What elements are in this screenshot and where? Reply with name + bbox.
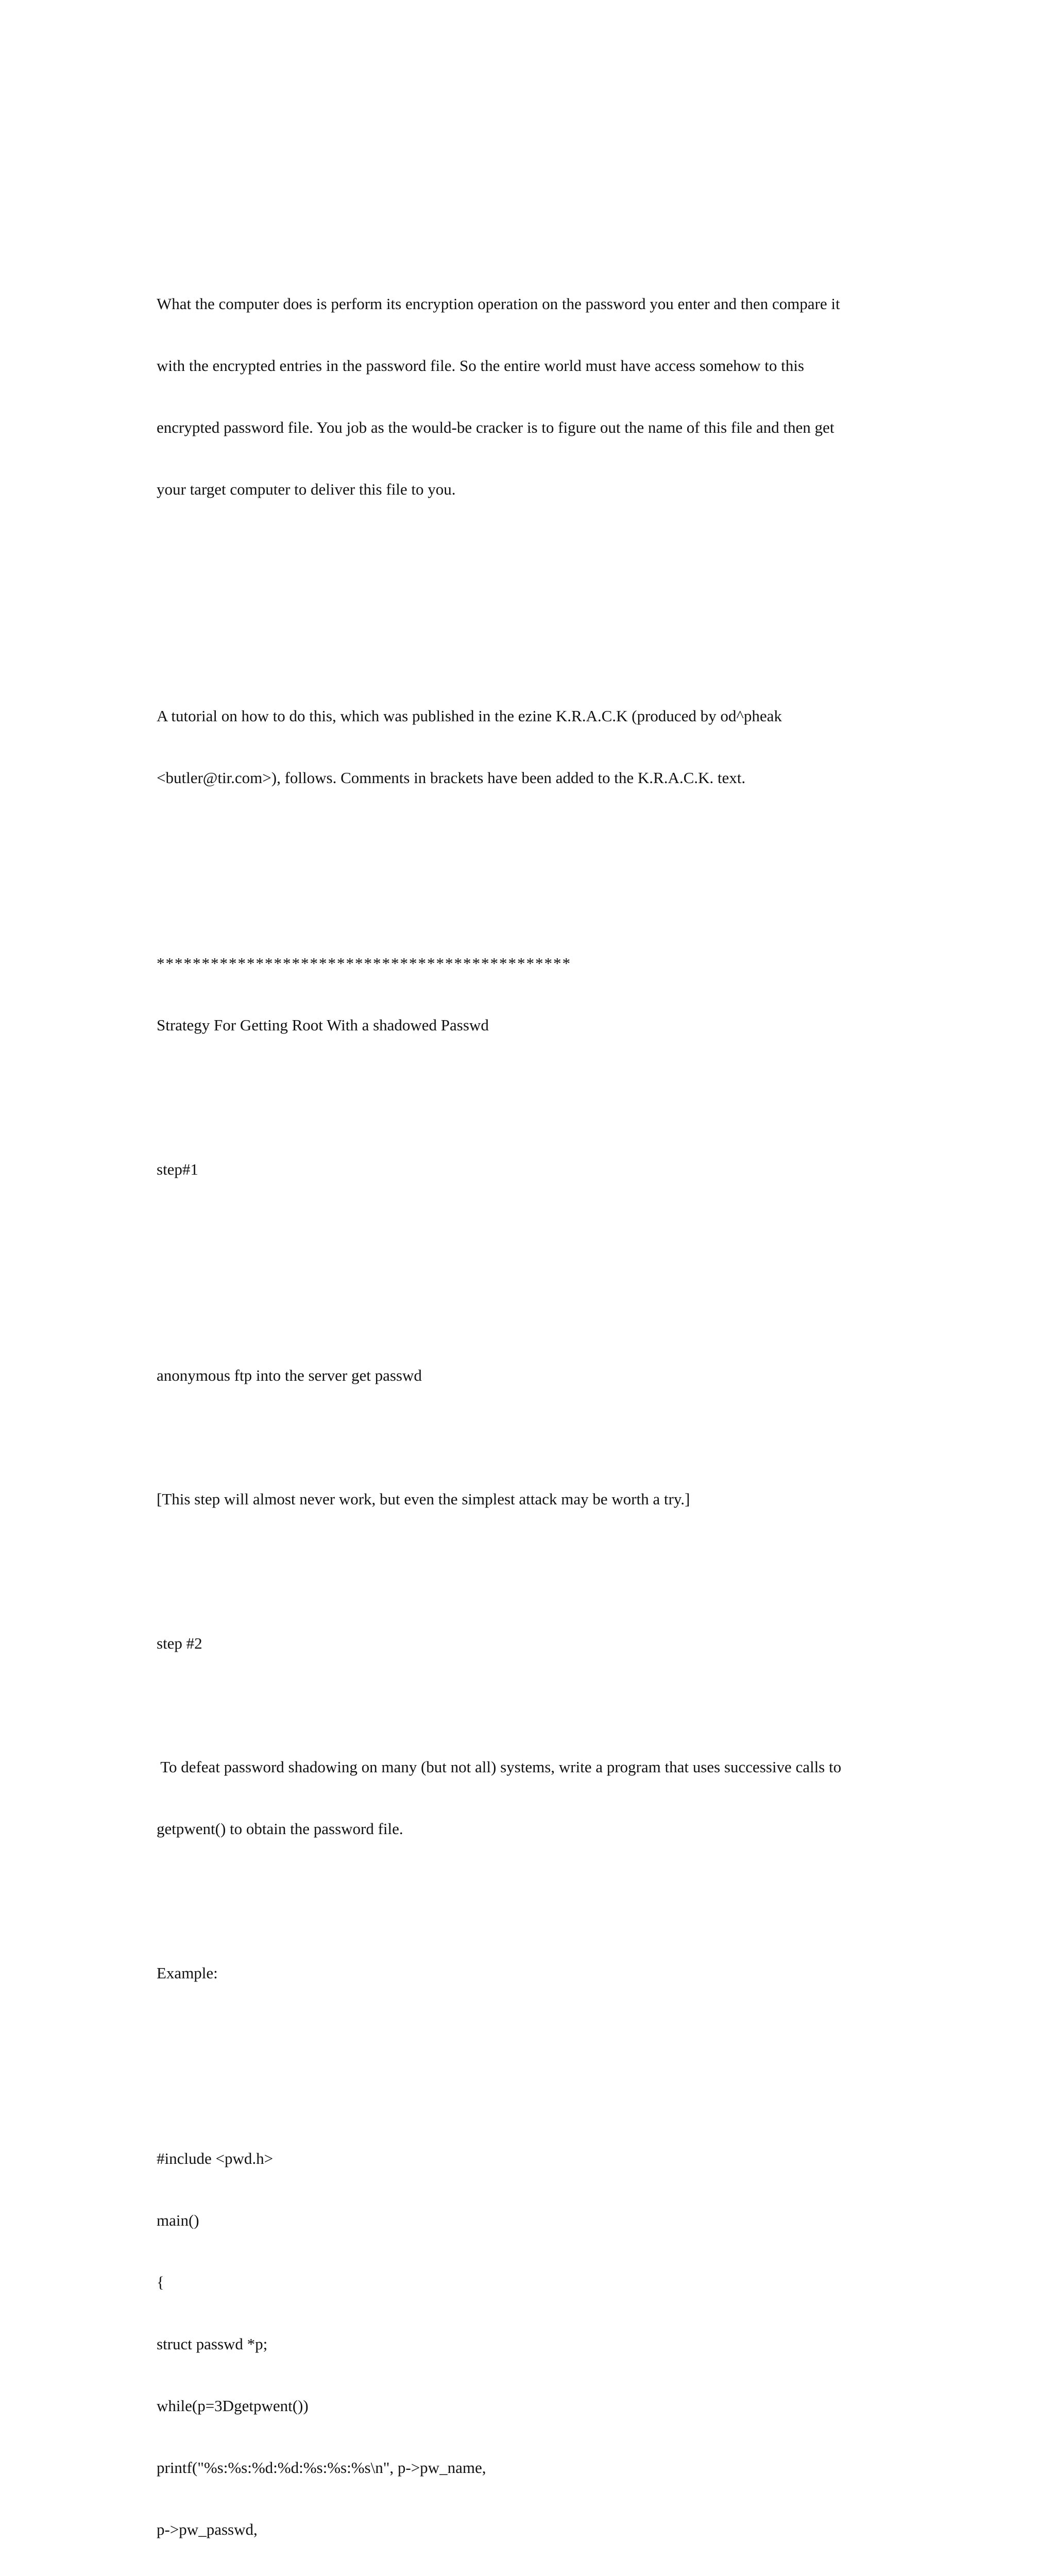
- text-line: What the computer does is perform its encryption operation on the password you enter and then compare it: [157, 295, 840, 313]
- intro-paragraph-2: [157, 665, 919, 829]
- step2-text-line: getpwent() to obtain the password file.: [157, 1820, 403, 1838]
- step2-text-line: To defeat password shadowing on many (but not all) systems, write a program that uses successive calls to: [157, 1758, 842, 1776]
- code-line: p->pw_passwd,: [157, 2520, 258, 2538]
- step1-comment: [This step will almost never work, but even the simplest attack may be worth a try.]: [157, 1490, 690, 1508]
- code-line: struct passwd *p;: [157, 2335, 268, 2353]
- separator-stars: **********************************************: [157, 954, 571, 972]
- text-line: <butler@tir.com>), follows. Comments in brackets have been added to the K.R.A.C.K. text.: [157, 769, 746, 787]
- step1-label: step#1: [157, 1160, 198, 1178]
- code-block: [157, 2107, 919, 2576]
- intro-paragraph-1: [157, 252, 919, 541]
- code-line: while(p=3Dgetpwent()): [157, 2397, 309, 2415]
- document-page: [157, 191, 919, 2576]
- step1-text: anonymous ftp into the server get passwd: [157, 1366, 422, 1384]
- code-line: {: [157, 2273, 164, 2291]
- text-line: encrypted password file. You job as the would-be cracker is to figure out the name of this file and then get: [157, 418, 835, 436]
- text-line: with the encrypted entries in the password file. So the entire world must have access somehow to this: [157, 357, 804, 375]
- code-line: printf("%s:%s:%d:%d:%s:%s:%s\n", p->pw_name,: [157, 2459, 486, 2477]
- tutorial-title: Strategy For Getting Root With a shadowed Passwd: [157, 1016, 489, 1034]
- example-label: Example:: [157, 1964, 218, 1982]
- text-line: A tutorial on how to do this, which was published in the ezine K.R.A.C.K (produced by od^pheak: [157, 707, 782, 725]
- code-line: #include <pwd.h>: [157, 2149, 274, 2167]
- code-line: main(): [157, 2211, 199, 2229]
- text-line: your target computer to deliver this file to you.: [157, 480, 456, 498]
- step2-label: step #2: [157, 1634, 202, 1652]
